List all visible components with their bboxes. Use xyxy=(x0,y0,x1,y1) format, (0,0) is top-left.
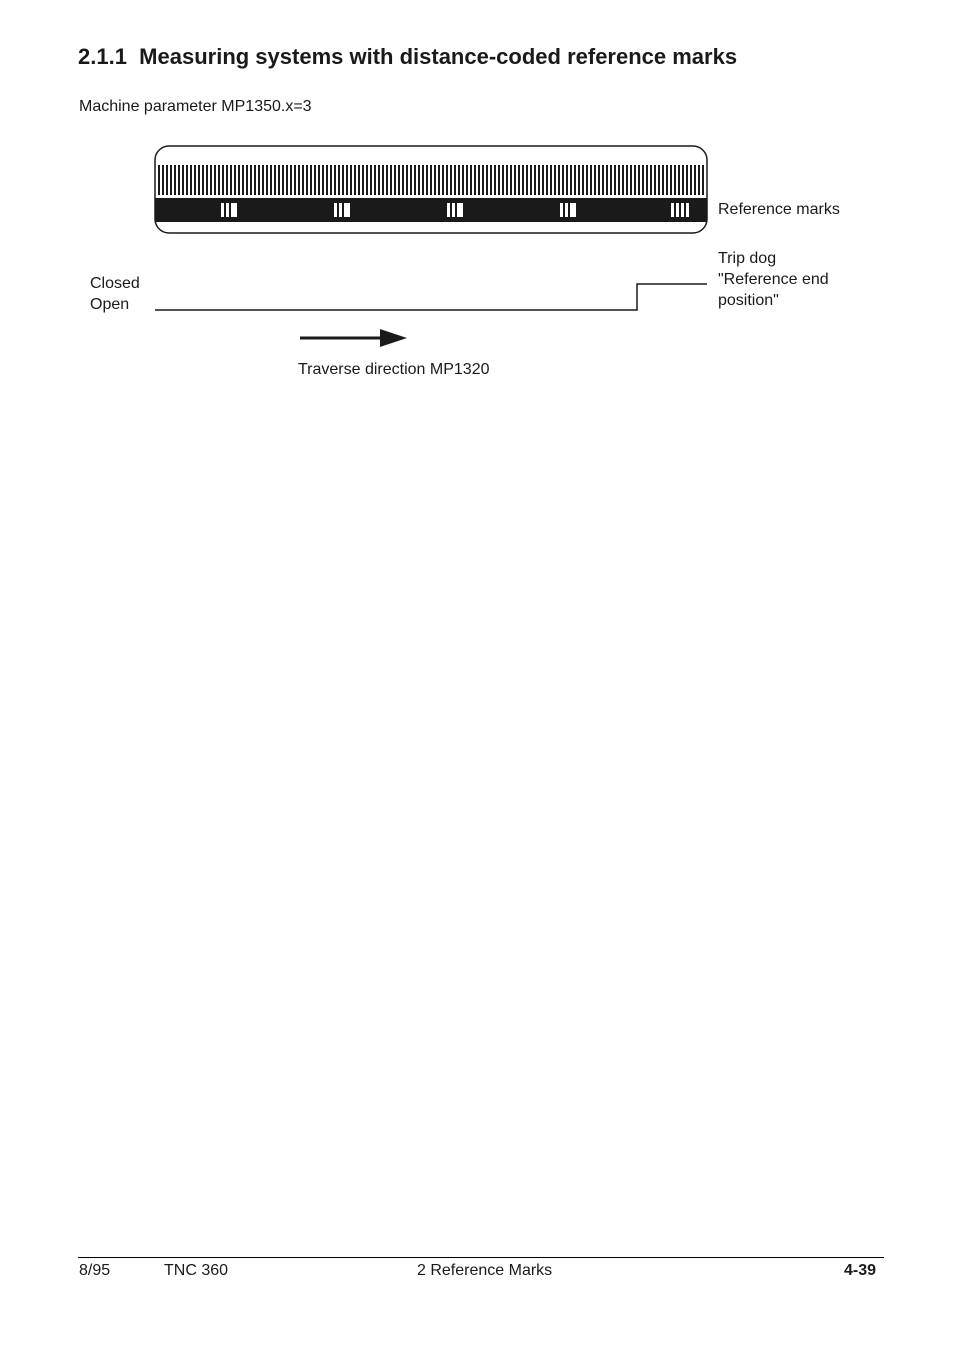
graduation-tick xyxy=(422,165,424,195)
graduation-tick xyxy=(418,165,420,195)
graduation-tick xyxy=(514,165,516,195)
graduation-tick xyxy=(690,165,692,195)
graduation-tick xyxy=(606,165,608,195)
graduation-tick xyxy=(390,165,392,195)
graduation-tick xyxy=(526,165,528,195)
section-number: 2.1.1 xyxy=(78,44,127,69)
graduation-tick xyxy=(270,165,272,195)
footer-rule xyxy=(78,1257,884,1258)
graduation-tick xyxy=(494,165,496,195)
graduation-tick xyxy=(610,165,612,195)
graduation-tick xyxy=(534,165,536,195)
graduation-tick xyxy=(370,165,372,195)
graduation-tick xyxy=(438,165,440,195)
graduation-tick xyxy=(474,165,476,195)
reference-mark-bar xyxy=(339,203,342,217)
graduation-tick xyxy=(374,165,376,195)
reference-mark-bar xyxy=(457,203,463,217)
graduation-tick xyxy=(454,165,456,195)
graduation-tick xyxy=(538,165,540,195)
open-label: Open xyxy=(90,296,130,313)
traverse-arrow-head xyxy=(380,329,407,347)
graduation-tick xyxy=(354,165,356,195)
graduation-tick xyxy=(634,165,636,195)
reference-mark-bar xyxy=(686,203,689,217)
graduation-tick xyxy=(302,165,304,195)
graduation-tick xyxy=(478,165,480,195)
graduation-tick xyxy=(262,165,264,195)
graduation-tick xyxy=(278,165,280,195)
graduation-tick xyxy=(202,165,204,195)
graduation-tick xyxy=(190,165,192,195)
graduation-tick xyxy=(498,165,500,195)
graduation-tick xyxy=(510,165,512,195)
graduation-tick xyxy=(326,165,328,195)
graduation-tick xyxy=(458,165,460,195)
graduation-tick xyxy=(294,165,296,195)
graduation-tick xyxy=(362,165,364,195)
graduation-tick xyxy=(394,165,396,195)
graduation-tick xyxy=(334,165,336,195)
graduation-tick xyxy=(618,165,620,195)
reference-mark-bar xyxy=(334,203,337,217)
graduation-tick xyxy=(210,165,212,195)
graduation-tick xyxy=(230,165,232,195)
reference-mark-bar xyxy=(452,203,455,217)
graduation-tick xyxy=(258,165,260,195)
graduation-tick xyxy=(350,165,352,195)
graduation-tick xyxy=(670,165,672,195)
graduation-tick xyxy=(314,165,316,195)
graduation-tick xyxy=(402,165,404,195)
graduation-tick xyxy=(406,165,408,195)
graduation-tick xyxy=(566,165,568,195)
graduation-tick xyxy=(214,165,216,195)
machine-parameter-text: Machine parameter MP1350.x=3 xyxy=(79,98,312,115)
closed-label: Closed xyxy=(90,275,140,292)
graduation-tick xyxy=(658,165,660,195)
graduation-tick xyxy=(698,165,700,195)
graduation-tick xyxy=(546,165,548,195)
graduation-tick xyxy=(626,165,628,195)
graduation-tick xyxy=(410,165,412,195)
reference-mark-bar xyxy=(676,203,679,217)
graduation-tick xyxy=(554,165,556,195)
scale-graduation xyxy=(158,165,704,195)
graduation-tick xyxy=(470,165,472,195)
trip-dog-label-line-2: "Reference end xyxy=(718,271,829,288)
graduation-tick xyxy=(434,165,436,195)
graduation-tick xyxy=(378,165,380,195)
graduation-tick xyxy=(622,165,624,195)
graduation-tick xyxy=(486,165,488,195)
graduation-tick xyxy=(574,165,576,195)
graduation-tick xyxy=(570,165,572,195)
graduation-tick xyxy=(694,165,696,195)
graduation-tick xyxy=(194,165,196,195)
footer-date: 8/95 xyxy=(79,1262,111,1279)
graduation-tick xyxy=(186,165,188,195)
graduation-tick xyxy=(250,165,252,195)
graduation-tick xyxy=(578,165,580,195)
graduation-tick xyxy=(482,165,484,195)
graduation-tick xyxy=(310,165,312,195)
graduation-tick xyxy=(686,165,688,195)
reference-mark-bar xyxy=(344,203,350,217)
graduation-tick xyxy=(290,165,292,195)
graduation-tick xyxy=(638,165,640,195)
graduation-tick xyxy=(558,165,560,195)
graduation-tick xyxy=(178,165,180,195)
graduation-tick xyxy=(414,165,416,195)
graduation-tick xyxy=(234,165,236,195)
graduation-tick xyxy=(518,165,520,195)
footer-product: TNC 360 xyxy=(164,1262,229,1279)
graduation-tick xyxy=(226,165,228,195)
graduation-tick xyxy=(462,165,464,195)
graduation-tick xyxy=(426,165,428,195)
graduation-tick xyxy=(386,165,388,195)
reference-mark-track xyxy=(155,198,707,222)
graduation-tick xyxy=(490,165,492,195)
footer-page-number: 4-39 xyxy=(844,1262,877,1279)
graduation-tick xyxy=(442,165,444,195)
reference-marks-label: Reference marks xyxy=(718,201,840,218)
graduation-tick xyxy=(358,165,360,195)
graduation-tick xyxy=(318,165,320,195)
graduation-tick xyxy=(206,165,208,195)
graduation-tick xyxy=(218,165,220,195)
graduation-tick xyxy=(306,165,308,195)
graduation-tick xyxy=(666,165,668,195)
graduation-tick xyxy=(298,165,300,195)
graduation-tick xyxy=(450,165,452,195)
graduation-tick xyxy=(630,165,632,195)
reference-mark-bar xyxy=(681,203,684,217)
graduation-tick xyxy=(254,165,256,195)
graduation-tick xyxy=(542,165,544,195)
graduation-tick xyxy=(158,165,160,195)
reference-mark-bar xyxy=(231,203,237,217)
trip-dog-label-line-1: Trip dog xyxy=(718,250,777,267)
graduation-tick xyxy=(170,165,172,195)
graduation-tick xyxy=(198,165,200,195)
graduation-tick xyxy=(274,165,276,195)
graduation-tick xyxy=(674,165,676,195)
graduation-tick xyxy=(642,165,644,195)
graduation-tick xyxy=(702,165,704,195)
graduation-tick xyxy=(614,165,616,195)
graduation-tick xyxy=(330,165,332,195)
reference-mark-bar xyxy=(226,203,229,217)
graduation-tick xyxy=(530,165,532,195)
graduation-tick xyxy=(594,165,596,195)
graduation-tick xyxy=(286,165,288,195)
graduation-tick xyxy=(366,165,368,195)
graduation-tick xyxy=(222,165,224,195)
graduation-tick xyxy=(562,165,564,195)
reference-mark-bar xyxy=(221,203,224,217)
reference-mark-bar xyxy=(447,203,450,217)
reference-mark-bar xyxy=(560,203,563,217)
graduation-tick xyxy=(590,165,592,195)
graduation-tick xyxy=(238,165,240,195)
section-title: Measuring systems with distance-coded reference marks xyxy=(139,44,738,69)
graduation-tick xyxy=(598,165,600,195)
graduation-tick xyxy=(398,165,400,195)
reference-mark-bar xyxy=(671,203,674,217)
graduation-tick xyxy=(430,165,432,195)
graduation-tick xyxy=(162,165,164,195)
graduation-tick xyxy=(242,165,244,195)
graduation-tick xyxy=(346,165,348,195)
graduation-tick xyxy=(166,165,168,195)
graduation-tick xyxy=(182,165,184,195)
graduation-tick xyxy=(506,165,508,195)
footer-chapter: 2 Reference Marks xyxy=(417,1262,553,1279)
graduation-tick xyxy=(266,165,268,195)
trip-dog-label-line-3: position" xyxy=(718,292,779,309)
graduation-tick xyxy=(338,165,340,195)
reference-mark-bar xyxy=(570,203,576,217)
graduation-tick xyxy=(586,165,588,195)
graduation-tick xyxy=(466,165,468,195)
graduation-tick xyxy=(342,165,344,195)
graduation-tick xyxy=(174,165,176,195)
graduation-tick xyxy=(446,165,448,195)
graduation-tick xyxy=(650,165,652,195)
trip-dog-signal-line xyxy=(155,284,707,310)
graduation-tick xyxy=(246,165,248,195)
graduation-tick xyxy=(550,165,552,195)
graduation-tick xyxy=(582,165,584,195)
graduation-tick xyxy=(522,165,524,195)
graduation-tick xyxy=(322,165,324,195)
graduation-tick xyxy=(282,165,284,195)
graduation-tick xyxy=(682,165,684,195)
graduation-tick xyxy=(654,165,656,195)
graduation-tick xyxy=(502,165,504,195)
traverse-direction-label: Traverse direction MP1320 xyxy=(298,361,490,378)
graduation-tick xyxy=(678,165,680,195)
graduation-tick xyxy=(382,165,384,195)
graduation-tick xyxy=(646,165,648,195)
graduation-tick xyxy=(602,165,604,195)
graduation-tick xyxy=(662,165,664,195)
reference-mark-bar xyxy=(565,203,568,217)
